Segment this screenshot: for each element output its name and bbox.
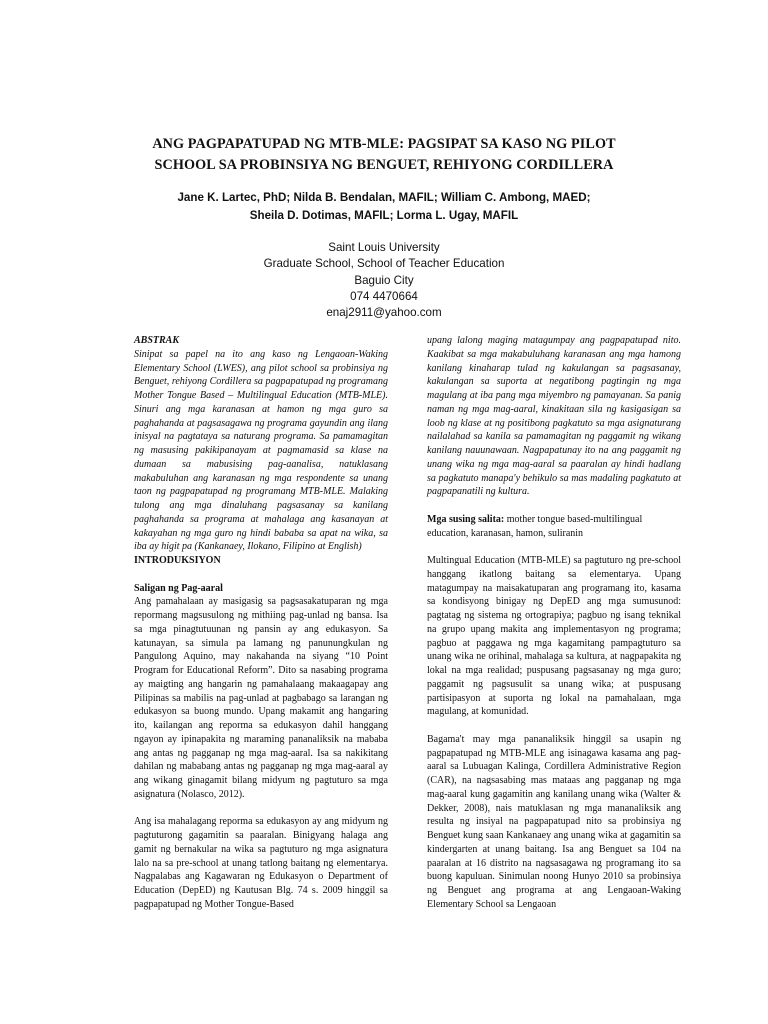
intro-paragraph-4: Bagama't may mga pananaliksik hinggil sa usapin ng pagpapatupad ng MTB-MLE ang isinagawa kasama ang pag-aaral sa Lubuagan Kalinga, Cordillera Administrative Region (CAR), na nagsasabing mas mataas ang pagganap ng mga mag-aaral kung gagamitin ang kanilang unang wika (Walter & Dekker, 2008), nais matuklasan ng mga mananaliksik ang resulta ng insiyal na pagpapatupad nito sa probinsiya ng Benguet kung saan Kankanaey ang unang wika at gagamitin sa kindergarten at unang baitang. Isa ang Benguet sa 104 na paaralan at 16 distrito na nagsasagawa ng programang ito sa buong kapuluan. Sinimulan noong Hunyo 2010 sa probinsiya ng Benguet ang programa at ang Lengaoan-Waking Elementary School sa Lengaoan bbox=[427, 733, 681, 910]
background-subheading: Saligan ng Pag-aaral bbox=[134, 582, 223, 594]
intro-paragraph-2: Ang isa mahalagang reporma sa edukasyon ay ang midyum ng pagtuturong gagamitin sa paaralan. Binigyang halaga ang gamit ng bernakular na wika sa pagtuturo ng mga asignatura lalo na sa pre-school at unang tatlong baitang ng elementarya. Nagpalabas ang Kagawaran ng Edukasyon o Department of Education (DepED) ng Kautusan Blg. 74 s. 2009 hinggil sa pagpapatupad ng Mother Tongue-Based bbox=[134, 816, 388, 910]
affiliation-school: Graduate School, School of Teacher Education bbox=[263, 257, 505, 271]
affiliation-city: Baguio City bbox=[354, 273, 414, 287]
intro-paragraph-3: Multingual Education (MTB-MLE) sa pagtuturo ng pre-school hanggang ikatlong baitang sa elementarya. Upang matagumpay na maisakatuparan ang programang ito, kasama sa kondisyong binigay ng DepED ang mga sumusunod: pagtatag ng sistema ng ortograpiya; pagbuo ng isang teknikal na grupo upang makita ang implementasyon ng programa; pagbuo at paggawa ng mga kagamitang pampagtuturo sa unang wika ne orihinal, mahalaga sa kultura, at nagpapakita ng lokal na mga realidad; puspusang pagsasanay ng mga guro; paggamit ng pagsusulit sa unang wika; at puspusang partisipasyon at suporta ng lokal na pamahalaan, mga magulang, at komunidad. bbox=[427, 555, 681, 718]
authors-line-1: Jane K. Lartec, PhD; Nilda B. Bendalan, MAFIL; William C. Ambong, MAED; bbox=[177, 191, 591, 204]
paper-title bbox=[0, 134, 768, 176]
abstract-text-part2: upang lalong maging matagumpay ang pagpapatupad nito. Kaakibat sa mga makabuluhang karanasan ang mga hamong kanilang kinaharap tulad ng kakulangan sa pagsasanay, kakulangan sa suporta at negatibong pagtingin ng mga magulang at iba pang mga miyembro ng pamayanan. Sa panig naman ng mga mag-aaral, kinakitaan sila ng kasigasigan sa loob ng klase at ng positibong pagkatuto sa mga asignaturang nailalahad sa kanila sa pamamagitan ng paggamit ng wikang kanilang nauunawaan. Nagpapatunay ito na ang paggamit ng unang wika ng mga mag-aaral sa paaralan ay hindi hadlang sa pagkatuto manapa'y behikulo sa mas madaling pagkatuto at pagpapanatili ng kultura. bbox=[427, 335, 681, 498]
keywords-label: Mga susing salita: bbox=[427, 513, 505, 525]
abstract-heading: ABSTRAK bbox=[134, 335, 180, 346]
abstract-text-part1: Sinipat sa papel na ito ang kaso ng Lengaoan-Waking Elementary School (LWES), ang pilot school sa probinsiya ng Benguet, rehiyong Cordillera sa pagpapatupad ng programang Mother Tongue Based – Multilingual Education (MTB-MLE). Sinuri ang mga karanasan at hamon ng mga guro sa paghahanda at pagsasagawa ng programa gayundin ang ilang inisyal na pagtataya sa naturang programa. Sa pamamagitan ng masusing pakikipanayam at pagmamasid sa klase na dumaan sa mabusising pag-aanalisa, natuklasang makabuluhan ang karanasan ng mga respondente sa unang taon ng pagpapatupad ng programang MTB-MLE. Malaking tulong ang mga dinaluhang pagsasanay sa kanilang paghahanda sa programa at mahalaga ang kasanayan at kakayahan ng mga guro ng hindi bababa sa apat na wika, sa iba ay higit pa (Kankanaey, Ilokano, Filipino at English) bbox=[134, 348, 388, 553]
right-column bbox=[427, 334, 681, 912]
keywords-text: mother tongue based-multilingual education, karanasan, hamon, suliranin bbox=[427, 513, 643, 539]
intro-heading: INTRODUKSIYON bbox=[134, 555, 221, 566]
title-line-2: SCHOOL SA PROBINSIYA NG BENGUET, REHIYONG CORDILLERA bbox=[154, 157, 614, 173]
affiliation-university: Saint Louis University bbox=[328, 241, 440, 254]
affiliation-phone: 074 4470664 bbox=[350, 289, 418, 303]
author-list bbox=[0, 189, 768, 225]
authors-line-2: Sheila D. Dotimas, MAFIL; Lorma L. Ugay, MAFIL bbox=[249, 209, 519, 222]
keywords bbox=[427, 513, 681, 541]
title-line-1: ANG PAGPAPATUPAD NG MTB-MLE: PAGSIPAT SA KASO NG PILOT bbox=[152, 136, 616, 152]
affiliation-email: enaj2911@yahoo.com bbox=[326, 306, 442, 320]
left-column bbox=[134, 334, 388, 912]
affiliation-block bbox=[0, 240, 768, 321]
intro-paragraph-1: Ang pamahalaan ay masigasig sa pagsasakatuparan ng mga repormang magsusulong ng mithiing pag-unlad ng bansa. Isa sa mga pinagtutuunan ng pansin ay ang edukasyon. Sa katunayan, sa simula pa lamang ng panunungkulan ng Pangulong Aquino, may nakahanda na siyang “10 Point Program for Educational Reform”. Dito sa nasabing programa ay maigting ang hangarin ng pamahalaang makaagapay ang Pilipinas sa mabilis na pag-unlad at pagbabago sa larangan ng edukasyon sa buong mundo. Upang makamit ang hangaring ito, kailangan ang reporma sa edukasyon dahil hanggang ngayon ay ipinapakita ng maraming pananaliksik na mababa ang antas ng pagganap ng mga mag-aaral. Isa sa nakikitang dahilan ng mababang antas ng pagganap ng mga mag-aaral ay ang wikang ginagamit bilang midyum ng pagtuturo sa mga asignatura (Nolasco, 2012). bbox=[134, 596, 388, 800]
